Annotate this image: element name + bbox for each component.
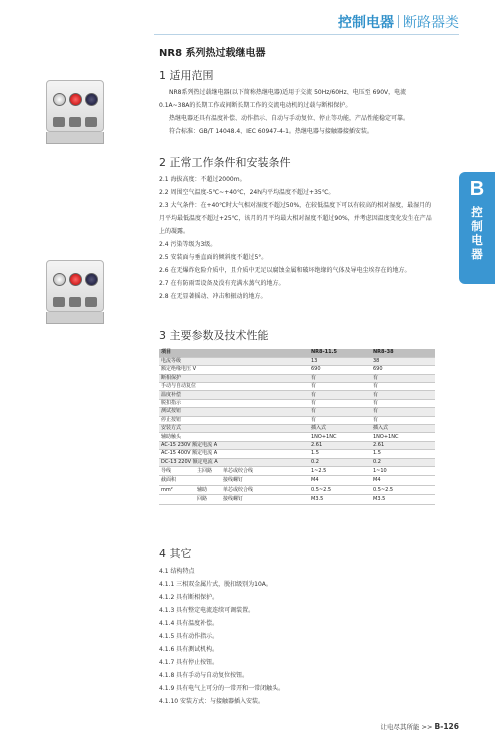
header-divider <box>398 15 399 28</box>
table-cell: 1.5 <box>309 450 371 458</box>
section-4-item: 4.1.5 具有动作指示。 <box>159 633 219 640</box>
table-row-wiring-aux-2 <box>159 495 435 505</box>
page-header <box>338 12 459 32</box>
page-number: B-126 <box>434 722 459 731</box>
page-footer <box>380 722 459 731</box>
table-row-wiring-main-1 <box>159 466 435 476</box>
table-cell: 1NO+1NC <box>371 433 435 441</box>
table-cell: M3.5 <box>309 495 371 505</box>
table-row <box>159 399 435 407</box>
section-2-item: 2.6 在无爆炸危险介质中，且介质中无足以腐蚀金属和破坏绝缘的气体及导电尘埃存在的地方。 <box>159 267 411 274</box>
table-cell: 1~2.5 <box>309 466 371 476</box>
table-cell: 有 <box>371 391 435 399</box>
table-row <box>159 425 435 433</box>
table-row <box>159 366 435 374</box>
section-1-para-1: NR8系列热过载继电器(以下简称热继电器)适用于交流 50Hz/60Hz、电压至 690V，电流0.1A~38A的长期工作或间断长期工作的交流电动机的过载与断相保护。 <box>159 89 407 109</box>
table-cell: AC-15 400V 额定电流 A <box>159 450 309 458</box>
table-cell <box>159 466 309 476</box>
table-cell: 690 <box>371 366 435 374</box>
table-cell <box>159 495 309 505</box>
table-cell: 有 <box>309 391 371 399</box>
section-4-item: 4.1.3 具有整定电流连续可调装置。 <box>159 607 255 614</box>
table-cell <box>159 485 309 495</box>
section-side-tab <box>459 172 495 284</box>
section-2-item: 2.8 在无显著摇动、冲击和振动的地方。 <box>159 293 267 300</box>
table-cell: 停止按钮 <box>159 416 309 424</box>
table-cell: 温度补偿 <box>159 391 309 399</box>
header-category: 控制电器 <box>338 15 394 31</box>
section-2-heading: 2 正常工作条件和安装条件 <box>159 156 291 169</box>
side-tab-text: 控制电器 <box>471 205 483 261</box>
product-image-2 <box>46 260 110 324</box>
section-2-item: 2.2 周围空气温度-5℃~+40℃，24h内平均温度不超过+35℃。 <box>159 189 335 196</box>
section-4-item: 4.1.6 具有测试机构。 <box>159 646 219 653</box>
section-4-item: 4.1.4 具有温度补偿。 <box>159 620 219 627</box>
table-cell: 13 <box>309 357 371 365</box>
table-cell: 有 <box>371 399 435 407</box>
table-cell: 0.2 <box>371 458 435 466</box>
table-cell: 有 <box>371 416 435 424</box>
section-4-item: 4.1.1 三相双金属片式，脱扣级别为10A。 <box>159 581 272 588</box>
table-cell: 2.61 <box>309 441 371 449</box>
table-cell: M4 <box>309 476 371 486</box>
table-cell: 测试按钮 <box>159 408 309 416</box>
table-row-wiring-main-2 <box>159 476 435 486</box>
main-circuit-label: 主回路 <box>197 467 213 474</box>
table-cell: DC-13 220V 额定电流 A <box>159 458 309 466</box>
table-cell: 有 <box>309 374 371 382</box>
table-cell: 有 <box>309 399 371 407</box>
table-cell: 38 <box>371 357 435 365</box>
parameter-table <box>159 349 435 505</box>
table-cell: 辅助触头 <box>159 433 309 441</box>
table-row <box>159 357 435 365</box>
table-cell: 2.61 <box>371 441 435 449</box>
header-rule <box>154 34 459 35</box>
section-3-heading: 3 主要参数及技术性能 <box>159 329 269 342</box>
table-cell: 额定绝缘电压 V <box>159 366 309 374</box>
table-row <box>159 450 435 458</box>
section-2-item: 2.4 污染等级为3级。 <box>159 241 217 248</box>
section-2-item: 2.5 安装面与垂直面的倾斜度不超过5°。 <box>159 254 268 261</box>
aux-circuit-label-1: 辅助 <box>197 486 208 493</box>
table-row <box>159 433 435 441</box>
table-cell: 有 <box>371 374 435 382</box>
table-cell: 电流等级 <box>159 357 309 365</box>
table-cell: 插入式 <box>371 425 435 433</box>
table-cell: 0.2 <box>309 458 371 466</box>
product-title: NR8 系列热过载继电器 <box>159 48 266 59</box>
table-row <box>159 458 435 466</box>
wire-label-1: 导线 <box>161 467 172 474</box>
table-row-wiring-aux-1 <box>159 485 435 495</box>
table-row <box>159 374 435 382</box>
table-row <box>159 391 435 399</box>
table-row <box>159 383 435 391</box>
section-1-para-2: 热继电器还具有温度补偿、动作指示、自动与手动复位、停止等功能，产品性能稳定可靠。 <box>169 115 410 122</box>
table-cell: 有 <box>371 408 435 416</box>
section-4-item: 4.1.7 具有停止按钮。 <box>159 659 219 666</box>
table-cell: 1~10 <box>371 466 435 476</box>
table-header-row <box>159 349 435 357</box>
section-2-item: 2.1 海拔高度：不超过2000m。 <box>159 176 246 183</box>
section-4-item: 4.1 结构特点 <box>159 568 195 575</box>
product-image-1 <box>46 80 110 144</box>
table-header-cell: NR8-38 <box>371 349 435 357</box>
side-tab-letter: B <box>469 178 485 200</box>
header-subcategory: 断路器类 <box>403 15 459 31</box>
section-4-item: 4.1.9 具有电气上可分的一常开和一常闭触头。 <box>159 685 285 692</box>
section-2-item: 2.7 在有防雨雪设备及没有充满水蒸气的地方。 <box>159 280 285 287</box>
single-core-label: 单芯或绞合线 <box>223 486 254 493</box>
table-cell <box>159 476 309 486</box>
section-2 <box>159 154 435 303</box>
table-cell: M4 <box>371 476 435 486</box>
aux-circuit-label-2: 回路 <box>197 496 208 503</box>
section-4-heading: 4 其它 <box>159 547 192 560</box>
table-cell: 断相保护 <box>159 374 309 382</box>
table-cell: 安装方式 <box>159 425 309 433</box>
single-core-label: 单芯或绞合线 <box>223 467 254 474</box>
wire-label-3: mm² <box>161 486 173 493</box>
table-cell: 有 <box>309 383 371 391</box>
table-cell: 0.5~2.5 <box>309 485 371 495</box>
terminal-screw-label: 接线螺钉 <box>223 496 244 503</box>
section-4 <box>159 545 435 708</box>
wire-label-2: 截面积 <box>161 477 177 484</box>
table-cell: 有 <box>309 408 371 416</box>
section-3 <box>159 327 435 343</box>
table-cell: 脱扣指示 <box>159 399 309 407</box>
table-cell: 有 <box>371 383 435 391</box>
footer-slogan: 让电尽其所能 >> <box>380 723 433 731</box>
section-1-heading: 1 适用范围 <box>159 69 214 82</box>
table-cell: M3.5 <box>371 495 435 505</box>
table-cell: 1NO+1NC <box>309 433 371 441</box>
section-4-item: 4.1.8 具有手动与自动复位按钮。 <box>159 672 249 679</box>
table-cell: 插入式 <box>309 425 371 433</box>
table-header-cell: 项目 <box>159 349 309 357</box>
table-cell: 690 <box>309 366 371 374</box>
section-1-para-3: 符合标准：GB/T 14048.4、IEC 60947-4-1。热继电器与接触器接插安装。 <box>169 128 373 135</box>
section-1 <box>159 67 435 138</box>
table-cell: 0.5~2.5 <box>371 485 435 495</box>
table-header-cell: NR8-11.5 <box>309 349 371 357</box>
table-cell: AC-15 230V 额定电流 A <box>159 441 309 449</box>
terminal-screw-label: 接线螺钉 <box>223 477 244 484</box>
section-2-item: 2.3 大气条件：在+40℃时大气相对湿度不超过50%，在较低温度下可以有较高的相对湿度，最湿月的月平均最低温度不超过+25℃，该月的月平均最大相对湿度不超过90%，并考虑因温度变化发生在产品上的凝露。 <box>159 202 432 235</box>
table-cell: 1.5 <box>371 450 435 458</box>
section-4-item: 4.1.2 具有断相保护。 <box>159 594 219 601</box>
table-row <box>159 441 435 449</box>
table-cell: 手动与自动复位 <box>159 383 309 391</box>
table-row <box>159 416 435 424</box>
section-4-item: 4.1.10 安装方式：与接触器插入安装。 <box>159 698 264 705</box>
table-row <box>159 408 435 416</box>
table-cell: 有 <box>309 416 371 424</box>
